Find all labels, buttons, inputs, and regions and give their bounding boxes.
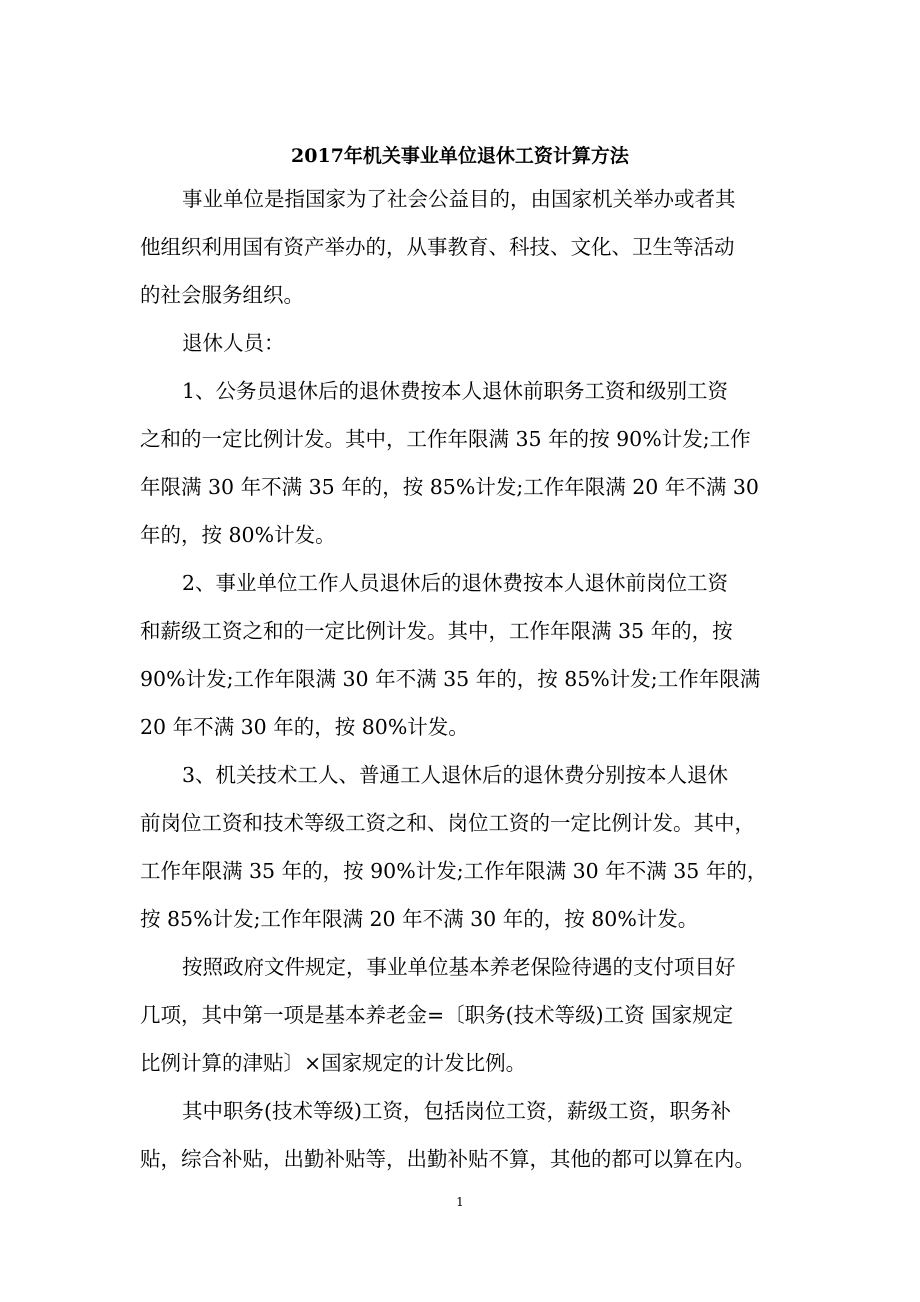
page-number: 1	[456, 1195, 464, 1209]
paragraph-line: 3、机关技术工人、普通工人退休后的退休费分别按本人退休	[182, 763, 729, 787]
paragraph-line: 事业单位是指国家为了社会公益目的，由国家机关举办或者其	[182, 187, 736, 211]
paragraph-line: 退休人员：	[182, 331, 285, 355]
paragraph-line: 几项，其中第一项是基本养老金=〔职务(技术等级)工资 国家规定	[140, 1003, 734, 1027]
paragraph-line: 比例计算的津贴〕×国家规定的计发比例。	[140, 1051, 527, 1075]
paragraph-line: 年的，按 80%计发。	[140, 523, 336, 547]
paragraph-line: 年限满 30 年不满 35 年的，按 85%计发;工作年限满 20 年不满 30	[140, 475, 759, 499]
paragraph-line: 其中职务(技术等级)工资，包括岗位工资，薪级工资，职务补	[182, 1099, 731, 1123]
paragraph-line: 20 年不满 30 年的，按 80%计发。	[140, 715, 469, 739]
paragraph-line: 贴，综合补贴，出勤补贴等，出勤补贴不算，其他的都可以算在内。	[140, 1147, 755, 1171]
paragraph-line: 和薪级工资之和的一定比例计发。其中，工作年限满 35 年的，按	[140, 619, 733, 643]
paragraph-line: 按照政府文件规定，事业单位基本养老保险待遇的支付项目好	[182, 955, 736, 979]
paragraph-line: 1、公务员退休后的退休费按本人退休前职务工资和级别工资	[182, 379, 729, 403]
paragraph-line: 的社会服务组织。	[140, 283, 304, 307]
paragraph-line: 2、事业单位工作人员退休后的退休费按本人退休前岗位工资	[182, 571, 729, 595]
paragraph-line: 按 85%计发;工作年限满 20 年不满 30 年的，按 80%计发。	[140, 907, 699, 931]
paragraph-line: 他组织利用国有资产举办的，从事教育、科技、文化、卫生等活动	[140, 235, 735, 259]
paragraph-line: 前岗位工资和技术等级工资之和、岗位工资的一定比例计发。其中，	[140, 811, 755, 835]
paragraph-line: 90%计发;工作年限满 30 年不满 35 年的，按 85%计发;工作年限满	[140, 667, 761, 691]
document-title: 2017年机关事业单位退休工资计算方法	[291, 145, 629, 167]
paragraph-line: 之和的一定比例计发。其中，工作年限满 35 年的按 90%计发;工作	[140, 427, 751, 451]
paragraph-line: 工作年限满 35 年的，按 90%计发;工作年限满 30 年不满 35 年的，	[140, 859, 768, 883]
